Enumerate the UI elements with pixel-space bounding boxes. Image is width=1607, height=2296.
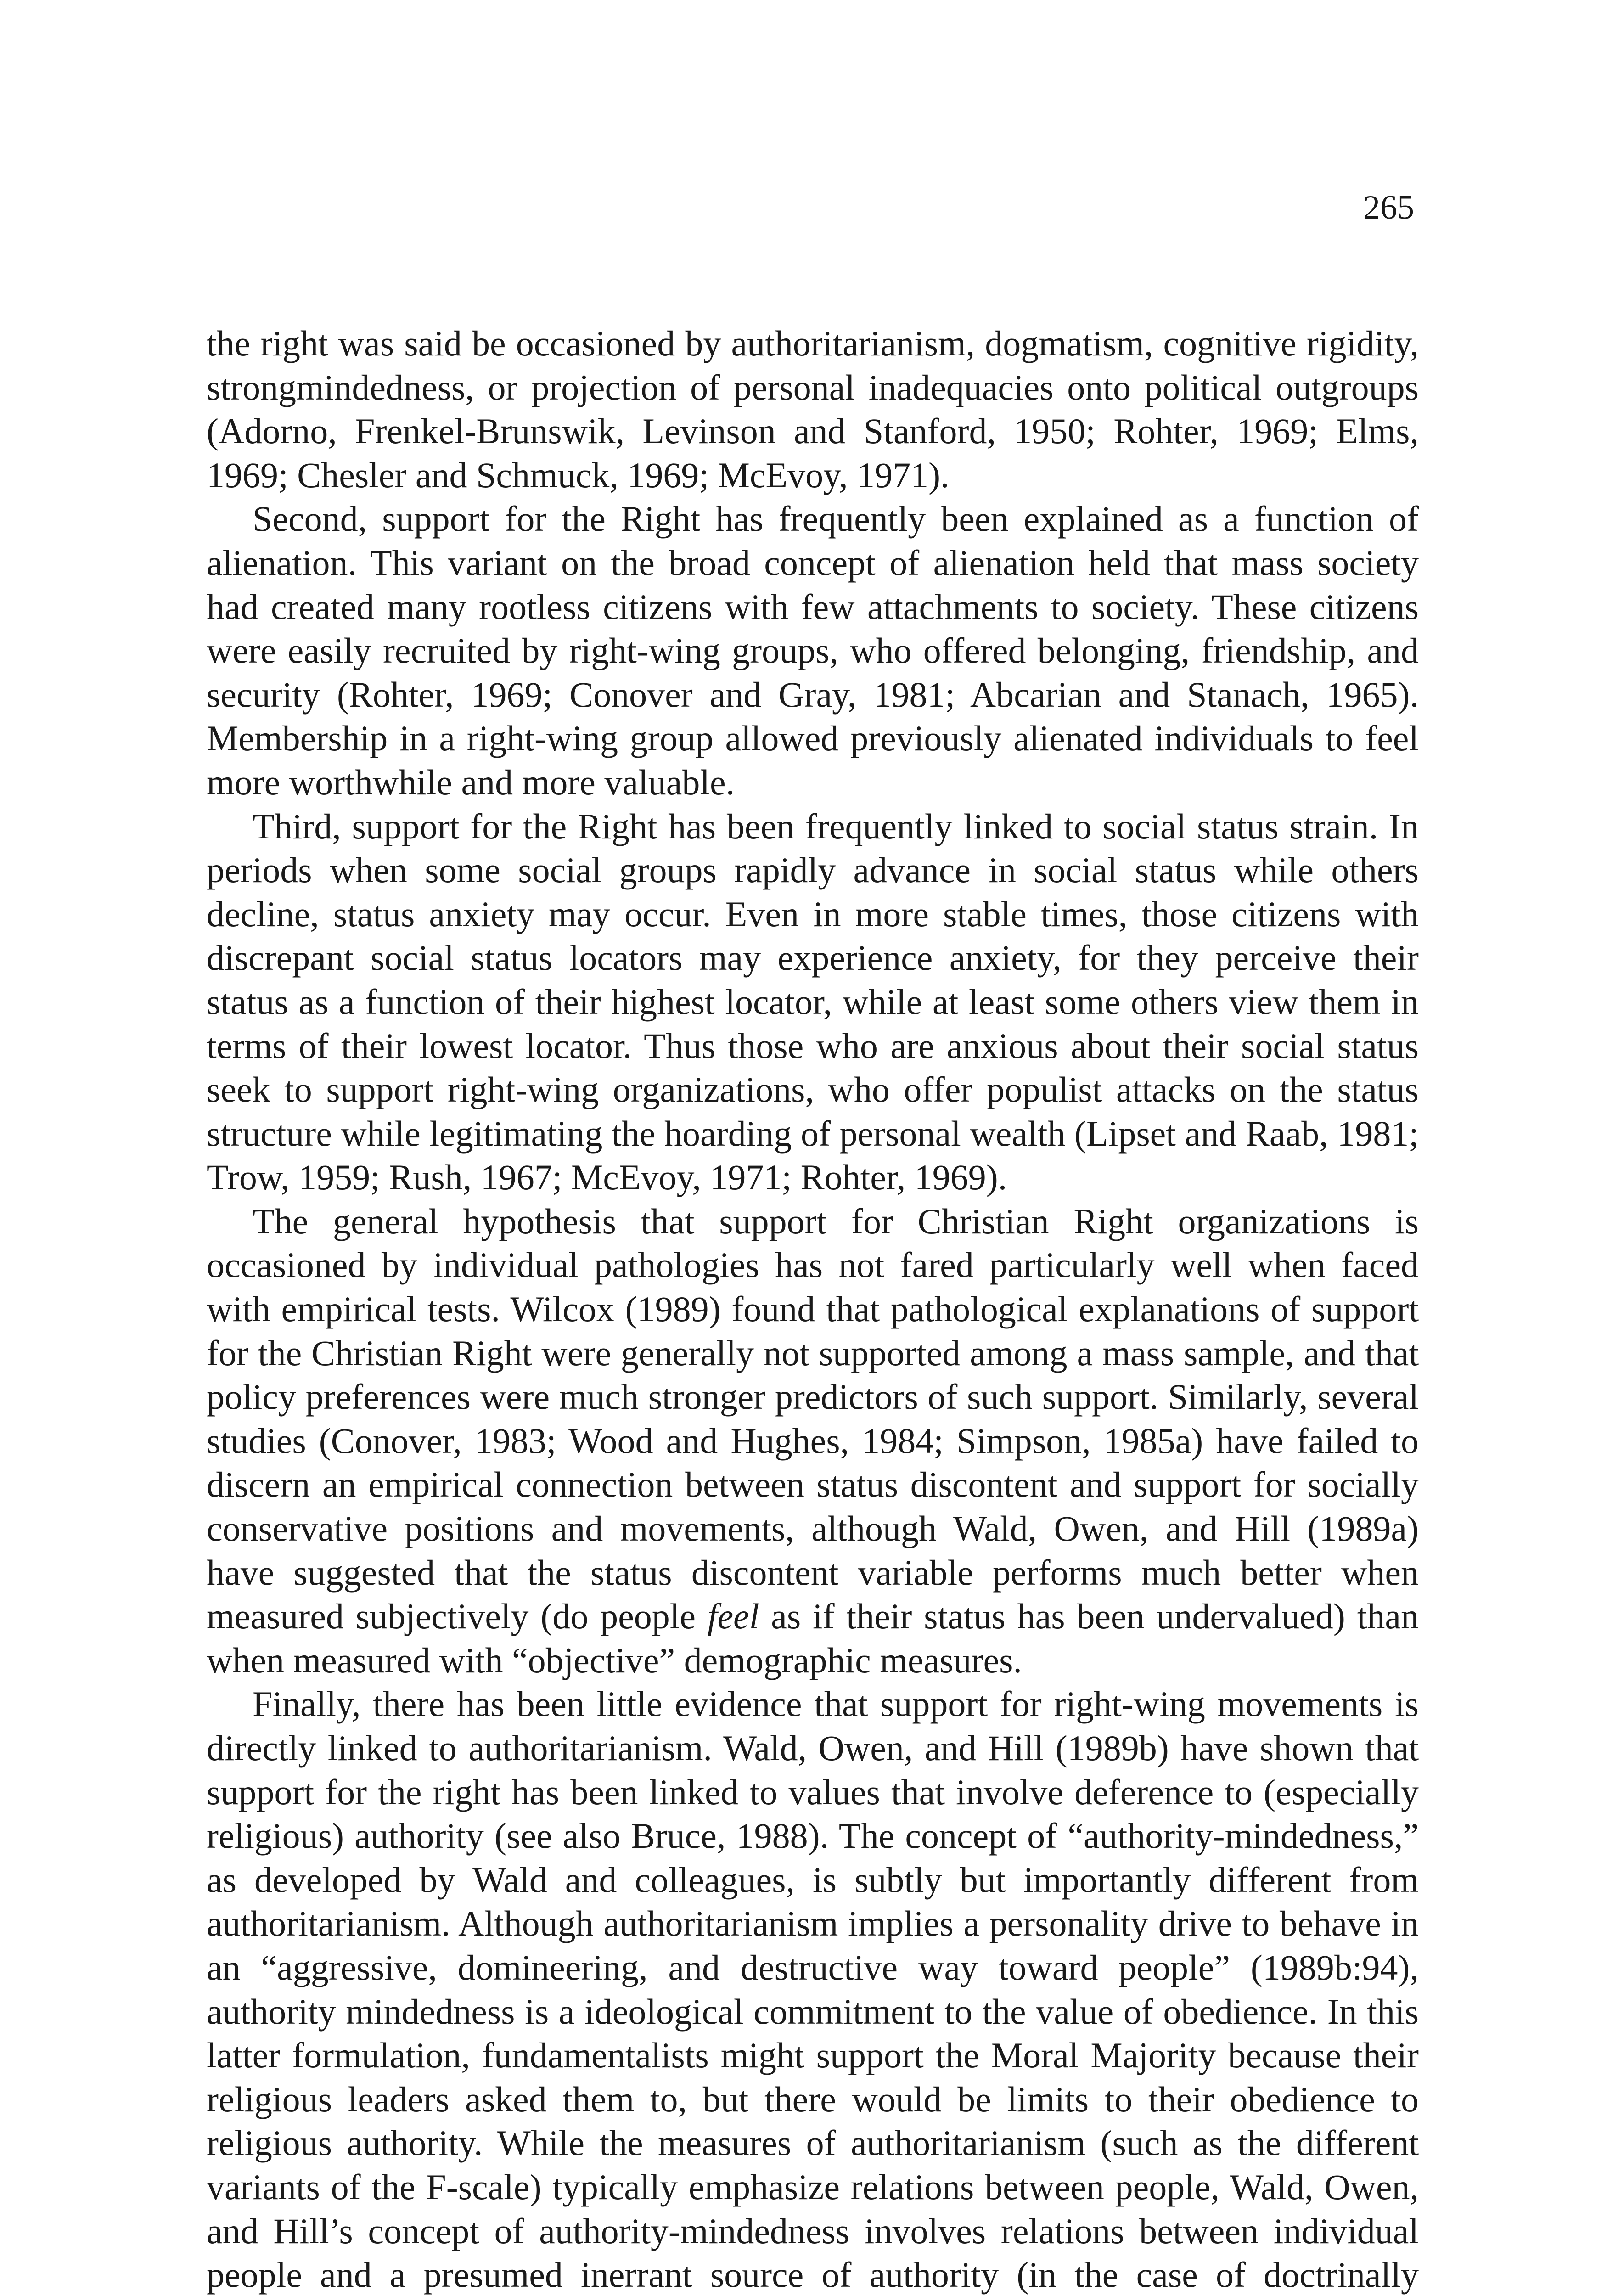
paragraph-5-text: Finally, there has been little evidence that support for right-wing movements is directly linked to authoritarianism. Wald, Owen, and Hill (1989b) have shown that support for the right has been linked to values that involve deference to (especially religious) authority (see also Bruce, 1988). The concept of “authority-mindedness,” as developed by Wald and colleagues, is subtly but importantly different from authoritarianism. Although authoritarianism implies a personality drive to behave in an “aggressive, domineering, and destructive way toward people” (1989b:94), authority mindedness is a ideological commitment to the value of obedience. In this latter formulation, fundamentalists might support the Moral Majority because their religious leaders asked them to, but there would be limits to their obedience to religious authority. While the measures of authoritarianism (such as the different variants of the F-scale) typically emphasize relations between people, Wald, Owen, and Hill’s concept of authority-mindedness involves relations between individual people and a presumed inerrant source of authority (in the case of doctrinally (207, 1684, 1419, 2295)
paragraph-1 (207, 321, 1419, 497)
paragraph-4-emphasis: feel (707, 1596, 759, 1637)
paragraph-2-text: Second, support for the Right has frequently been explained as a function of alienation. This variant on the broad concept of alienation held that mass society had created many rootless citizens with few attachments to society. These citizens were easily recruited by right-wing groups, who offered belonging, friendship, and security (Rohter, 1969; Conover and Gray, 1981; Abcarian and Stanach, 1965). Membership in a right-wing group allowed previously alienated individuals to feel more worthwhile and more valuable. (207, 499, 1419, 802)
paragraph-3-text: Third, support for the Right has been frequently linked to social status strain. In periods when some social groups rapidly advance in social status while others decline, status anxiety may occur. Even in more stable times, those citizens with discrepant social status locators may experience anxiety, for they perceive their status as a function of their highest locator, while at least some others view them in terms of their lowest locator. Thus those who are anxious about their social status seek to support right-wing organizations, who offer populist attacks on the status structure while legitimating the hoarding of personal wealth (Lipset and Raab, 1981; Trow, 1959; Rush, 1967; McEvoy, 1971; Rohter, 1969). (207, 806, 1419, 1198)
paragraph-1-text: the right was said be occasioned by authoritarianism, dogmatism, cognitive rigidity, strongmindedness, or projection of personal inadequacies onto political outgroups (Adorno, Frenkel-Brunswik, Levinson and Stanford, 1950; Rohter, 1969; Elms, 1969; Chesler and Schmuck, 1969; McEvoy, 1971). (207, 323, 1419, 495)
paragraph-3 (207, 805, 1419, 1199)
paragraph-4-text: The general hypothesis that support for Christian Right organizations is occasioned by individual pathologies has not fared particularly well when faced with empirical tests. Wilcox (1989) found that pathological explanations of support for the Christian Right were generally not supported among a mass sample, and that policy preferences were much stronger predictors of such support. Similarly, several studies (Conover, 1983; Wood and Hughes, 1984; Simpson, 1985a) have failed to discern an empirical connection between status discontent and support for socially conservative positions and movements, although Wald, Owen, and Hill (1989a) have suggested that the status discontent variable performs much better when measured subjectively (do people (207, 1201, 1419, 1637)
paragraph-2 (207, 497, 1419, 804)
paragraph-5 (207, 1682, 1419, 2296)
paragraph-4 (207, 1199, 1419, 1683)
paragraph-4-text-after: as if their status has been undervalued) than when measured with “objective” demographic measures. (207, 1596, 1419, 1680)
body-text (207, 321, 1419, 2296)
page-number: 265 (1363, 189, 1414, 226)
